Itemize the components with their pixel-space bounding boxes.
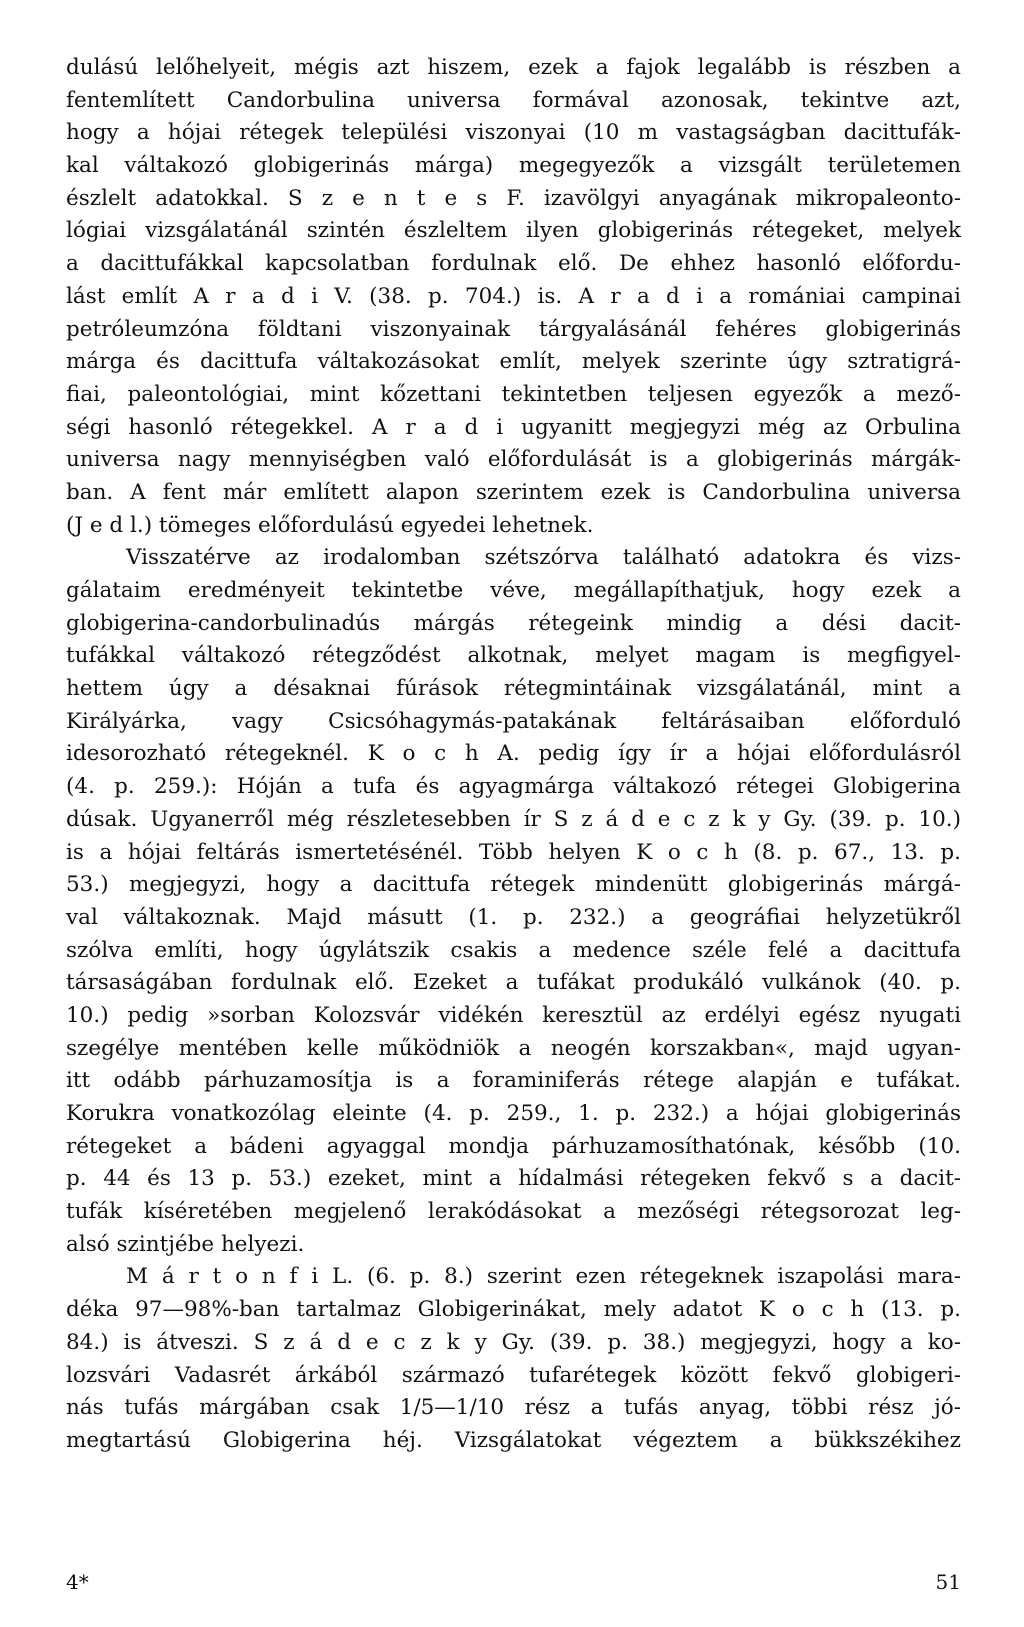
text-line: alsó szintjébe helyezi. [66, 1231, 305, 1257]
text-line: Királyárka, vagy Csicsóhagymás-patakának feltárásaiban előforduló [66, 708, 961, 734]
text-line: észlelt adatokkal. S z e n t e s F. izavölgyi anyagának mikropaleonto- [66, 185, 961, 211]
text-line: hogy a hójai rétegek települési viszonyai (10 m vastagságban dacittufák- [66, 120, 961, 146]
text-line: fentemlített Candorbulina universa formával azonosak, tekintve azt, [66, 87, 961, 113]
text-line: társaságában fordulnak elő. Ezeket a tufákat produkáló vulkánok (40. p. [66, 970, 961, 996]
text-line: lást említ A r a d i V. (38. p. 704.) is. A r a d i a romániai campinai [66, 283, 961, 309]
text-line: val váltakoznak. Majd másutt (1. p. 232.) a geográfiai helyzetükről [66, 904, 961, 930]
text-line: dulású lelőhelyeit, mégis azt hiszem, ezek a fajok legalább is részben a [66, 55, 961, 80]
text-line: is a hójai feltárás ismertetésénél. Több helyen K o c h (8. p. 67., 13. p. [66, 839, 961, 865]
text-line: márga és dacittufa váltakozásokat említ, melyek szerinte úgy sztratigrá- [66, 349, 961, 375]
page-footer [66, 1570, 961, 1600]
text-line: tufákkal váltakozó rétegződést alkotnak, melyet magam is megfigyel- [66, 643, 961, 669]
text-line: lozsvári Vadasrét árkából származó tufarétegek között fekvő globigeri- [66, 1362, 961, 1388]
text-line: (4. p. 259.): Hóján a tufa és agyagmárga váltakozó rétegei Globigerina [66, 774, 961, 800]
text-line: szólva említi, hogy úgylátszik csakis a medence széle felé a dacittufa [66, 937, 961, 963]
page-number: 51 [935, 1570, 961, 1594]
text-line: hettem úgy a désaknai fúrások rétegmintáinak vizsgálatánál, mint a [66, 676, 961, 702]
text-line: kal váltakozó globigerinás márga) megegyezők a vizsgált területemen [66, 153, 961, 179]
text-line: dúsak. Ugyanerről még részletesebben ír S z á d e c z k y Gy. (39. p. 10.) [66, 806, 961, 832]
text-line: itt odább párhuzamosítja is a foraminiferás rétege alapján e tufákat. [66, 1068, 961, 1094]
text-line: universa nagy mennyiségben való előfordulását is a globigerinás márgák- [66, 447, 961, 473]
text-line: petróleumzóna földtani viszonyainak tárgyalásánál fehéres globigerinás [66, 316, 961, 342]
text-line: megtartású Globigerina héj. Vizsgálatokat végeztem a bükkszékihez [66, 1427, 961, 1453]
text-line: rétegeket a bádeni agyaggal mondja párhuzamosíthatónak, később (10. [66, 1133, 961, 1159]
text-line: M á r t o n f i L. (6. p. 8.) szerint ezen rétegeknek iszapolási mara- [126, 1264, 961, 1290]
text-line: déka 97—98%-ban tartalmaz Globigerinákat, mely adatot K o c h (13. p. [66, 1297, 961, 1323]
text-line: Visszatérve az irodalomban szétszórva található adatokra és vizs- [126, 545, 961, 571]
text-line: tufák kíséretében megjelenő lerakódásokat a mezőségi rétegsorozat leg- [66, 1199, 961, 1225]
signature-mark: 4* [66, 1570, 89, 1594]
text-line: (J e d l.) tömeges előfordulású egyedei lehetnek. [66, 512, 594, 538]
text-line: Korukra vonatkozólag eleinte (4. p. 259., 1. p. 232.) a hójai globigerinás [66, 1101, 961, 1126]
text-line: ban. A fent már említett alapon szerintem ezek is Candorbulina universa [66, 479, 961, 505]
text-line: nás tufás márgában csak 1/5—1/10 rész a tufás anyag, többi rész jó- [66, 1395, 961, 1421]
text-line: 53.) megjegyzi, hogy a dacittufa rétegek mindenütt globigerinás márgá- [66, 872, 961, 898]
text-line: gálataim eredményeit tekintetbe véve, megállapíthatjuk, hogy ezek a [66, 578, 961, 603]
text-line: szegélye mentében kelle működniök a neogén korszakban«, majd ugyan- [66, 1035, 961, 1061]
text-line: idesorozható rétegeknél. K o c h A. pedig így ír a hójai előfordulásról [66, 741, 961, 767]
document-body [66, 52, 961, 1458]
text-line: fiai, paleontológiai, mint kőzettani tekintetben teljesen egyezők a mező- [66, 381, 961, 407]
text-line: a dacittufákkal kapcsolatban fordulnak elő. De ehhez hasonló előfordu- [66, 251, 961, 277]
text-line: 84.) is átveszi. S z á d e c z k y Gy. (39. p. 38.) megjegyzi, hogy a ko- [66, 1329, 961, 1355]
text-line: lógiai vizsgálatánál szintén észleltem ilyen globigerinás rétegeket, melyek [66, 218, 961, 244]
text-line: p. 44 és 13 p. 53.) ezeket, mint a hídalmási rétegeken fekvő s a dacit- [66, 1166, 961, 1192]
text-line: ségi hasonló rétegekkel. A r a d i ugyanitt megjegyzi még az Orbulina [66, 414, 961, 440]
text-line: 10.) pedig »sorban Kolozsvár vidékén keresztül az erdélyi egész nyugati [66, 1002, 961, 1028]
text-line: globigerina-candorbulinadús márgás rétegeink mindig a dési dacit- [66, 610, 961, 636]
